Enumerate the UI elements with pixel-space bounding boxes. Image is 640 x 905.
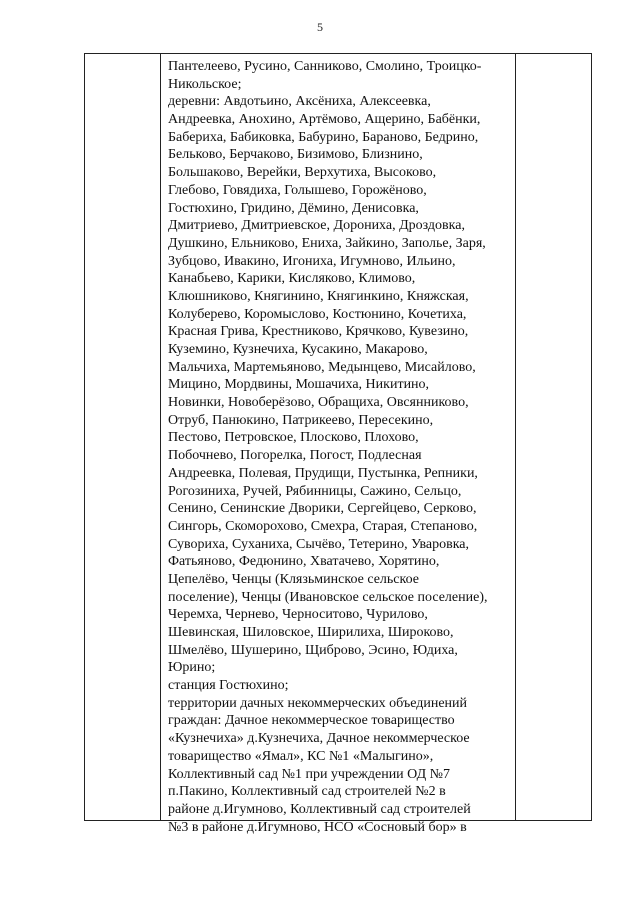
text-line: районе д.Игумново, Коллективный сад строителей: [168, 801, 471, 817]
text-line: Цепелёво, Ченцы (Клязьминское сельское: [168, 571, 419, 587]
text-line: Шевинская, Шиловское, Ширилиха, Широково,: [168, 625, 454, 640]
text-line: «Кузнечиха» д.Кузнечиха, Дачное некоммерческое: [168, 731, 470, 747]
text-line: Сенино, Сенинские Дворики, Сергейцево, Серково,: [168, 501, 477, 517]
text-line: Пестово, Петровское, Плосково, Плохово,: [168, 430, 419, 446]
text-line: Гостюхино, Гридино, Дёмино, Денисовка,: [168, 200, 419, 216]
settlements-list-cell: [168, 58, 516, 836]
text-line: Никольское;: [168, 76, 242, 92]
page-number: 5: [317, 20, 323, 34]
text-line: Коллективный сад №1 при учреждении ОД №7: [168, 766, 450, 782]
text-line: Душкино, Ельниково, Ениха, Зайкино, Заполье, Заря,: [168, 235, 486, 251]
text-line: Красная Грива, Крестниково, Крячково, Кувезино,: [168, 324, 469, 340]
text-line: граждан: Дачное некоммерческое товарищество: [168, 713, 455, 729]
text-line: Побочнево, Погорелка, Погост, Подлесная: [168, 448, 422, 464]
text-line: Зубцово, Ивакино, Игониха, Игумново, Ильино,: [168, 253, 456, 269]
text-line: п.Пакино, Коллективный сад строителей №2 в: [168, 784, 446, 800]
text-line: Мальчиха, Мартемьяново, Медынцево, Мисайлово,: [168, 359, 476, 375]
text-line: станция Гостюхино;: [168, 678, 289, 694]
text-line: Черемха, Чернево, Черноситово, Чурилово,: [168, 607, 428, 623]
text-line: Пантелеево, Русино, Санниково, Смолино, Троицко-: [168, 59, 482, 74]
text-line: Бельково, Берчаково, Бизимово, Близнино,: [168, 147, 423, 163]
text-line: территории дачных некоммерческих объединений: [168, 695, 468, 711]
text-line: Глебово, Говядиха, Голышево, Горожёново,: [168, 182, 427, 198]
text-line: поселение), Ченцы (Ивановское сельское поселение),: [168, 589, 488, 605]
text-line: товарищество «Ямал», КС №1 «Малыгино»,: [168, 748, 434, 764]
text-line: Бабериха, Бабиковка, Бабурино, Бараново, Бедрино,: [168, 129, 479, 145]
text-line: Шмелёво, Шушерино, Щиброво, Эсино, Юдиха,: [168, 642, 458, 658]
text-line: Клюшниково, Княгинино, Княгинкино, Княжская,: [168, 288, 469, 304]
text-line: Андреевка, Анохино, Артёмово, Ащерино, Бабёнки,: [168, 112, 481, 128]
text-line: Андреевка, Полевая, Прудищи, Пустынка, Репники,: [168, 465, 478, 481]
text-line: Куземино, Кузнечиха, Кусакино, Макарово,: [168, 342, 428, 357]
text-line: Колуберево, Коромыслово, Костюнино, Кочетиха,: [168, 306, 467, 322]
text-line: Отруб, Панюкино, Патрикеево, Пересекино,: [168, 412, 434, 428]
text-line: №3 в районе д.Игумново, НСО «Сосновый бор» в: [168, 819, 467, 835]
text-line: Сингорь, Скоморохово, Смехра, Старая, Степаново,: [168, 518, 478, 534]
text-line: Фатьяново, Федюнино, Хватачево, Хорятино,: [168, 554, 440, 570]
text-line: Большаково, Верейки, Верхутиха, Высоково,: [168, 165, 437, 181]
text-line: Сувориха, Суханиха, Сычёво, Тетерино, Уваровка,: [168, 536, 470, 552]
text-line: Канабьево, Карики, Кисляково, Климово,: [168, 271, 416, 287]
text-line: Дмитриево, Дмитриевское, Дорониха, Дроздовка,: [168, 218, 465, 234]
text-line: деревни: Авдотьино, Аксёниха, Алексеевка,: [168, 94, 431, 110]
table-column-right: [515, 54, 591, 820]
text-line: Юрино;: [168, 660, 216, 676]
document-table: [84, 53, 592, 835]
table-column-left: [85, 54, 161, 820]
text-line: Новинки, Новоберёзово, Обращиха, Овсянниково,: [168, 395, 469, 411]
text-line: Мицино, Мордвины, Мошачиха, Никитино,: [168, 377, 430, 393]
text-line: Рогозиниха, Ручей, Рябинницы, Сажино, Сельцо,: [168, 483, 462, 499]
